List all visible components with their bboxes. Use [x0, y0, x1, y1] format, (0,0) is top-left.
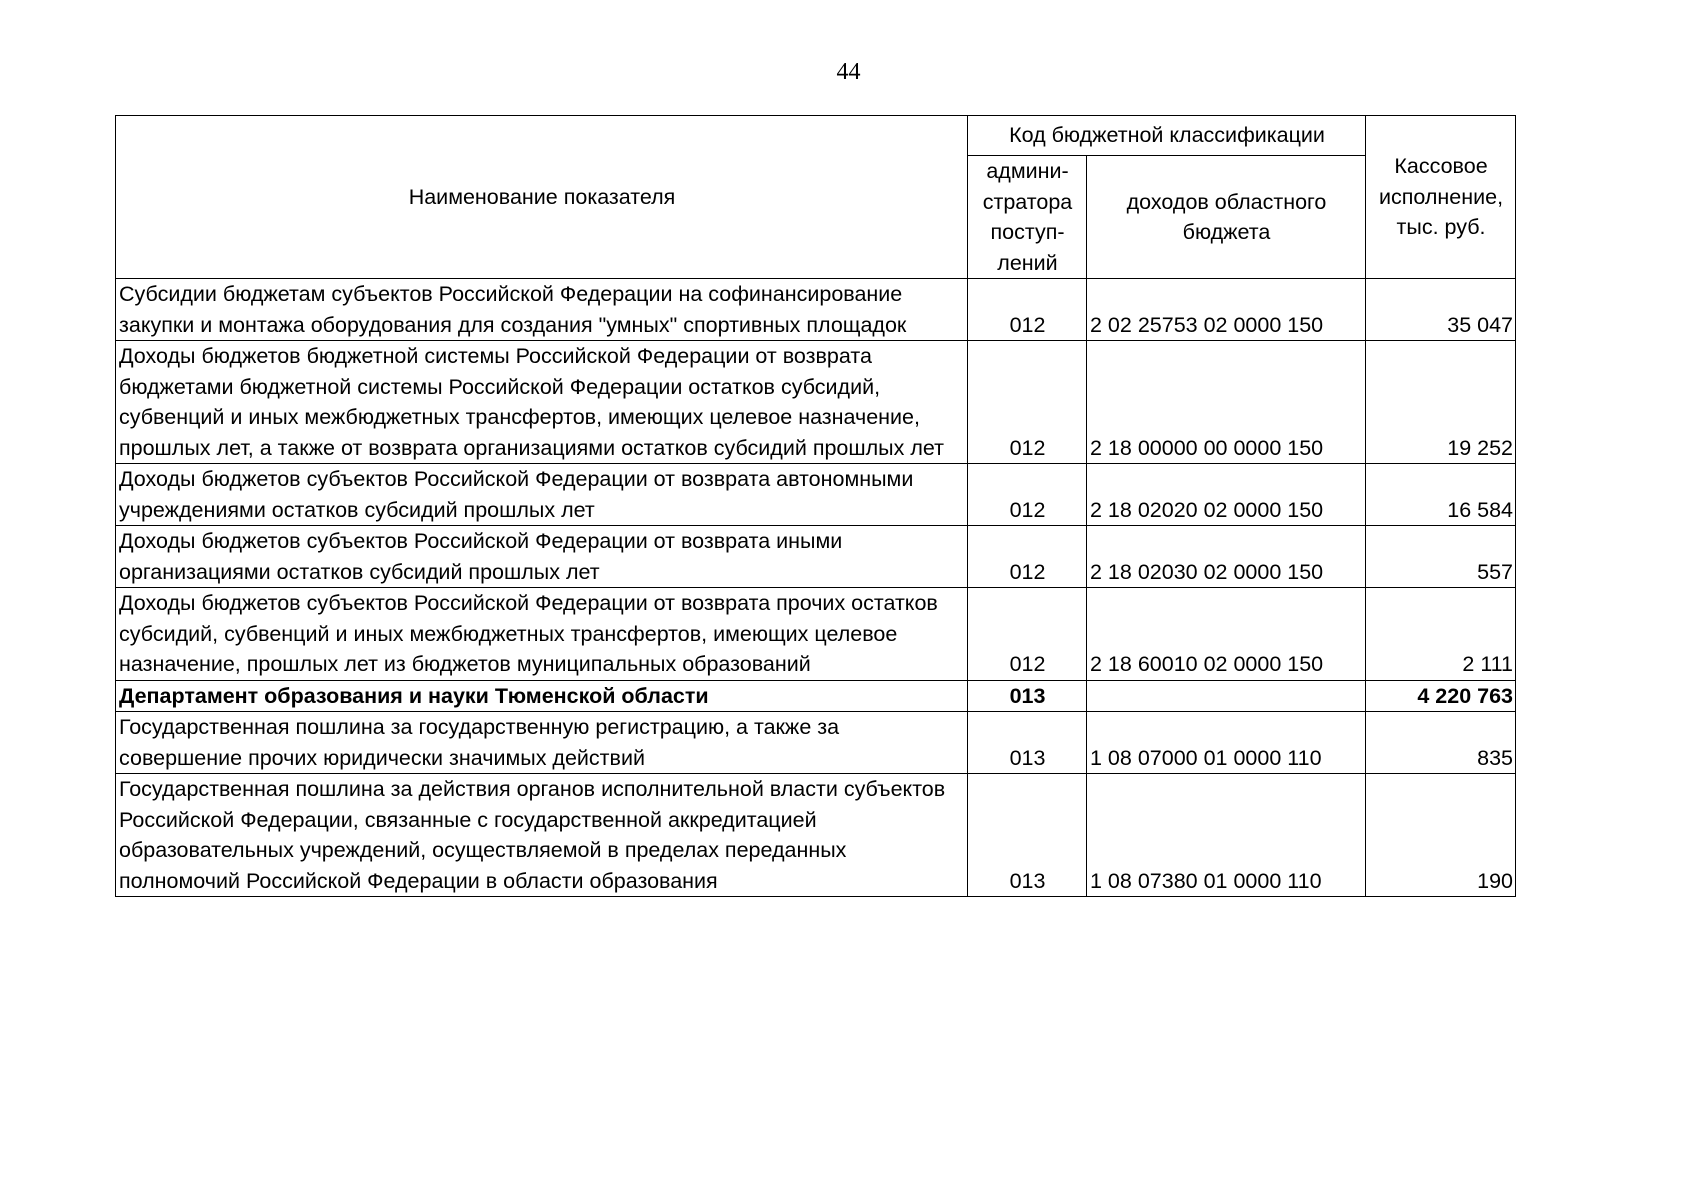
- table-row: [116, 588, 1516, 681]
- row-amount: 835: [1366, 712, 1516, 774]
- row-income-code: 2 18 60010 02 0000 150: [1087, 588, 1366, 681]
- department-amount: 4 220 763: [1366, 680, 1516, 712]
- department-name: Департамент образования и науки Тюменской области: [116, 680, 968, 712]
- page-number: 44: [836, 59, 861, 85]
- row-income-code: 2 18 02030 02 0000 150: [1087, 526, 1366, 588]
- row-income-code: 2 18 02020 02 0000 150: [1087, 464, 1366, 526]
- row-income-code: 2 18 00000 00 0000 150: [1087, 341, 1366, 464]
- row-admin-code: 012: [968, 588, 1087, 681]
- row-income-code: 1 08 07000 01 0000 110: [1087, 712, 1366, 774]
- row-admin-code: 012: [968, 526, 1087, 588]
- row-admin-code: 012: [968, 341, 1087, 464]
- row-amount: 16 584: [1366, 464, 1516, 526]
- department-admin-code: 013: [968, 680, 1087, 712]
- row-income-code: 1 08 07380 01 0000 110: [1087, 774, 1366, 897]
- row-name: Доходы бюджетов субъектов Российской Федерации от возврата иными организациями остатков субсидий прошлых лет: [116, 526, 968, 588]
- header-row-1: [116, 116, 1516, 156]
- table-row: [116, 526, 1516, 588]
- table-row: [116, 712, 1516, 774]
- table-row: [116, 279, 1516, 341]
- row-income-code: 2 02 25753 02 0000 150: [1087, 279, 1366, 341]
- department-row: [116, 680, 1516, 712]
- table-row: [116, 341, 1516, 464]
- row-name: Государственная пошлина за действия органов исполнительной власти субъектов Российской Федерации, связанные с государственной аккредитацией образовательных учреждений, осуществляемой в пределах переданных полномочий Российской Федерации в области образования: [116, 774, 968, 897]
- row-amount: 19 252: [1366, 341, 1516, 464]
- table-header: [116, 116, 1516, 279]
- row-name: Доходы бюджетов субъектов Российской Федерации от возврата автономными учреждениями остатков субсидий прошлых лет: [116, 464, 968, 526]
- budget-table: [115, 115, 1516, 897]
- row-name: Государственная пошлина за государственную регистрацию, а также за совершение прочих юридически значимых действий: [116, 712, 968, 774]
- row-admin-code: 012: [968, 464, 1087, 526]
- header-name: Наименование показателя: [116, 116, 968, 279]
- row-amount: 190: [1366, 774, 1516, 897]
- row-admin-code: 013: [968, 774, 1087, 897]
- table-row: [116, 464, 1516, 526]
- header-income-code: доходов областного бюджета: [1087, 156, 1366, 279]
- table-row: [116, 774, 1516, 897]
- row-name: Доходы бюджетов бюджетной системы Российской Федерации от возврата бюджетами бюджетной системы Российской Федерации остатков субсидий, субвенций и иных межбюджетных трансфертов, имеющих целевое назначение, прошлых лет, а также от возврата организациями остатков субсидий прошлых лет: [116, 341, 968, 464]
- row-name: Доходы бюджетов субъектов Российской Федерации от возврата прочих остатков субсидий, субвенций и иных межбюджетных трансфертов, имеющих целевое назначение, прошлых лет из бюджетов муниципальных образований: [116, 588, 968, 681]
- department-income-code: [1087, 680, 1366, 712]
- row-admin-code: 013: [968, 712, 1087, 774]
- header-code-group: Код бюджетной классификации: [968, 116, 1366, 156]
- header-amount: Кассовое исполнение, тыс. руб.: [1366, 116, 1516, 279]
- table-body: [116, 279, 1516, 897]
- row-admin-code: 012: [968, 279, 1087, 341]
- row-name: Субсидии бюджетам субъектов Российской Федерации на софинансирование закупки и монтажа оборудования для создания "умных" спортивных площадок: [116, 279, 968, 341]
- header-admin: админи-стратора поступ-лений: [968, 156, 1087, 279]
- row-amount: 2 111: [1366, 588, 1516, 681]
- row-amount: 557: [1366, 526, 1516, 588]
- row-amount: 35 047: [1366, 279, 1516, 341]
